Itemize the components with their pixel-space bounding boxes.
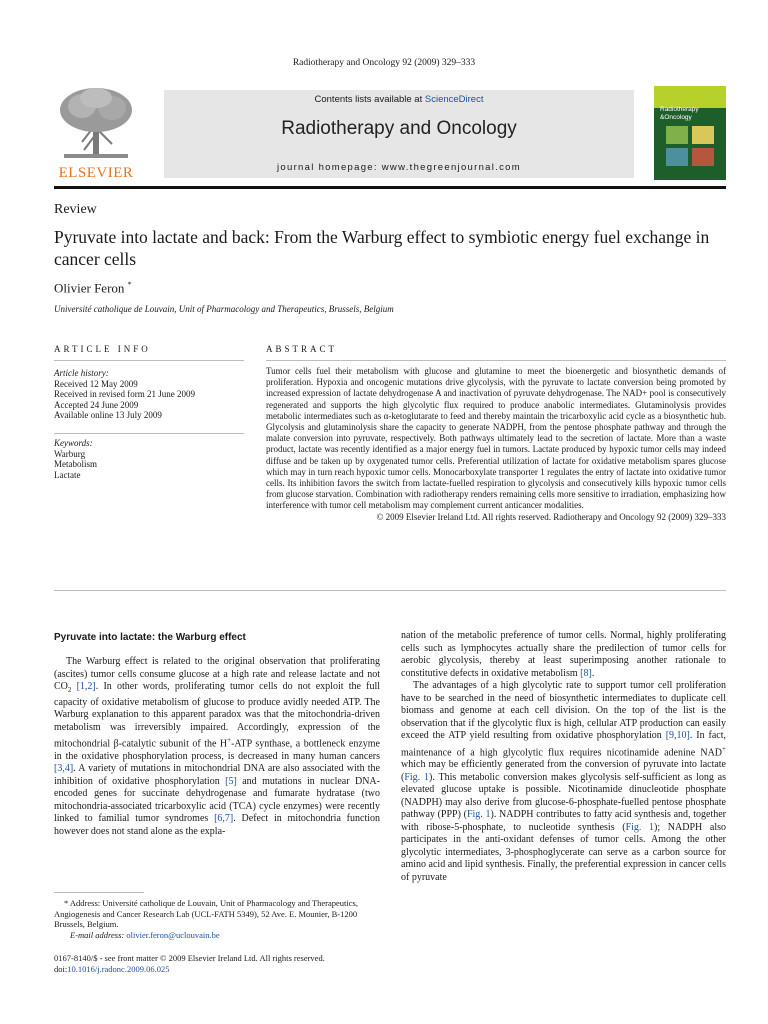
citation-link[interactable]: [5] [225,775,237,787]
abstract-copyright: © 2009 Elsevier Ireland Ltd. All rights reserved. Radiotherapy and Oncology 92 (2009) 329–333 [376,511,726,522]
citation-link[interactable]: [8] [580,667,592,679]
footnote-address [54,898,380,930]
publisher-name: ELSEVIER [58,165,134,181]
footnote-rule [54,892,144,893]
subscript: 2 [67,686,72,694]
abstract-rule [266,360,726,361]
elsevier-logo [54,84,138,182]
text-run: . A variety of mutations in mitochondrial DNA are also associated with the inhibition of oxidative phosphorylation [54,763,380,787]
contents-label: Contents lists available at [314,94,425,105]
doi-line [54,964,384,975]
citation-link[interactable]: [9,10] [665,730,690,741]
abstract-bottom-rule [54,590,726,591]
article-type: Review [54,202,97,217]
text-run: . In other words, proliferating tumor cells do not exploit the full capacity of oxidative metabolism of glucose to produce avidly needed ATP. The Warburg explanation to this apparent paradox was that the mitochondria-driven metabolism was irreversibly impaired. Accordingly, expression of the mitochondrial β-catalytic subunit of the H [54,681,380,750]
author-name-text: Olivier Feron [54,280,125,296]
history-item: Accepted 24 June 2009 [54,399,139,410]
journal-title: Radiotherapy and Oncology [281,118,517,139]
sciencedirect-link[interactable]: ScienceDirect [424,94,484,105]
author-name [54,280,132,296]
tree-logo-icon [54,84,138,162]
figure-link[interactable]: Fig. 1 [404,771,430,783]
cover-title-line-1: Radiotherapy [660,106,699,113]
cover-image-grid-icon [666,126,714,166]
text-run: ). NADPH contributes to fatty acid synthesis and, together with ribose-5-phosphate, to nucleotide synthesis ( [401,809,726,833]
text-run: nation of the metabolic preference of tumor cells. Normal, highly proliferating cells such as lymphocytes actually share the predilection of tumor cells for aerobic glycolysis, thereby at least superimposing another rationale to constitutive defects in oxidative metabolism [401,630,726,679]
text-run: ); NADPH also participates in the anti-oxidant defenses of tumor cells. Among the other glycolytic intermediates, 3-phosphoglycerate can serve as a carbon source for amino acid and lipid synthesis. Finally, the preferential expression in cancer cells of pyruvate [401,821,726,883]
body-paragraph [54,656,380,838]
cover-title-line-2: &Oncology [660,114,692,121]
journal-cover-thumbnail [654,86,726,180]
keyword: Metabolism [54,459,97,469]
keyword: Lactate [54,469,81,480]
footnote-mark: * [64,898,69,908]
masthead-rule [54,186,726,189]
text-run: The advantages of a high glycolytic rate to support tumor cell proliferation have to be searched in the need of biosynthetic intermediates to duplicate cell biomass and genome at each cell division. On the top of the list is the observation that if the glycolytic flux is high, cellular ATP production can easily exceed the ATP yield resulting from oxidative phosphorylation [401,680,726,741]
text-run: -ATP synthase, a bottleneck enzyme in the oxidative phosphorylation process, is decreased in many human cancers [54,738,380,762]
history-item: Available online 13 July 2009 [54,410,162,420]
author-footnote [54,898,380,940]
info-divider [54,433,244,434]
history-label: Article history: [54,368,109,378]
front-matter-line: 0167-8140/$ - see front matter © 2009 Elsevier Ireland Ltd. All rights reserved. [54,953,325,963]
text-run: ). This metabolic conversion makes glycolysis self-sufficient as long as elevated glucose uptake is possible. Nicotinamide dinucleotide phosphate (NADPH) may also derive from glucose-6-phosphate-fuelled pentose phosphate pathway (PPP) ( [401,771,726,821]
email-link[interactable]: olivier.feron@uclouvain.be [126,929,220,940]
superscript: + [722,744,726,753]
text-run: and mutations in nuclear DNA-encoded genes for succinate dehydrogenase and fumarate hydratase (two mitochondria-associated tricarboxylic acid (TCA) cycle enzymes) were recently linked to familial tumor syndromes [54,775,380,825]
doi-link[interactable]: 10.1016/j.radonc.2009.06.025 [67,964,170,974]
cover-accent-band [654,86,726,108]
running-head: Radiotherapy and Oncology 92 (2009) 329–333 [292,58,476,68]
journal-banner [164,90,634,178]
body-paragraph [401,680,726,884]
journal-masthead [54,84,726,184]
keyword: Warburg [54,448,86,459]
history-item: Received 12 May 2009 [54,378,138,389]
body-paragraph [401,630,726,680]
text-run: The Warburg effect is related to the original observation that proliferating (ascites) tumor cells consume glucose at a high rate and release lactate and not CO [54,656,380,692]
section-heading: Pyruvate into lactate: the Warburg effect [54,632,246,643]
abstract-body [266,366,726,523]
citation-link[interactable]: [3,4] [54,763,74,775]
history-item: Received in revised form 21 June 2009 [54,389,195,399]
abstract-heading: ABSTRACT [266,344,338,354]
cover-title [660,106,722,122]
text-run: . In fact, maintenance of a high glycolytic flux requires nicotinamide adenine NAD [401,730,726,758]
keywords-label: Keywords: [54,438,93,448]
doi-prefix: doi: [54,964,68,974]
author-affiliation: Université catholique de Louvain, Unit of Pharmacology and Therapeutics, Brussels, Belgium [54,304,394,314]
issn-doi [54,953,384,975]
contents-line [164,94,634,105]
article-history [54,368,244,421]
body-column-left [54,656,380,838]
text-run: which may be efficiently generated from the conversion of pyruvate into lactate ( [401,759,726,783]
superscript: + [227,736,232,744]
footnote-email [54,930,380,941]
text-run: . [591,667,595,679]
email-label: E-mail address: [70,929,127,940]
author-footnote-mark[interactable]: * [127,280,132,289]
body-column-right [401,630,726,884]
abstract-text: Tumor cells fuel their metabolism with glucose and glutamine to meet the bioenergetic and biosynthetic demands of proliferation. Hypoxia and oncogenic mutations drive glycolysis, with the pyruvate to lactate conversion being promoted by increased expression of lactate dehydrogenase A and inactivation of pyruvate dehydrogenase. The NAD+ pool is consecutively regenerated and supports the high glycolytic flux required to produce anabolic intermediates. Glutaminolysis provides metabolic intermediates such as α-ketoglutarate to feed and thereby maintain the tricarboxylic acid cycle as a biosynthetic hub. Glycolysis and glutaminolysis share the capacity to generate NADPH, from the pentose phosphate pathway and through the malate conversion into pyruvate, respectively. Both pathways ultimately lead to the secretion of lactate. More than a waste product, lactate was recently identified as a major energy fuel in tumors. Lactate produced by hypoxic tumor cells may indeed diffuse and be taken up by oxygenated tumor cells. Preferential utilization of lactate for oxidative metabolism spares glucose which may in turn reach hypoxic tumor cells. Monocarboxylate transporter 1 regulates the entry of lactate into oxidative tumor cells. Its inhibition favors the switch from lactate-fuelled respiration to glycolysis and consecutively kills hypoxic tumor cells from glucose starvation. Combination with radiotherapy renders remaining cells more sensitive to irradiation, emphasizing how interference with tumor cell metabolism may complement current anticancer modalities. [266,366,726,511]
journal-homepage-link[interactable]: journal homepage: www.thegreenjournal.com [277,162,521,173]
footnote-address-text: Address: Université catholique de Louvain, Unit of Pharmacology and Therapeutics, Angiogenesis and Cancer Research Lab (UCL-FATH 5349), 52 Ave. E. Mounier, B-1200 Brussels, Belgium. [54,898,358,929]
figure-link[interactable]: Fig. 1 [466,809,491,821]
article-title: Pyruvate into lactate and back: From the Warburg effect to symbiotic energy fuel exchange in cancer cells [54,227,710,269]
citation-link[interactable]: [6,7] [214,813,234,825]
article-info-heading: ARTICLE INFO [54,344,151,354]
keywords [54,438,244,480]
figure-link[interactable]: Fig. 1 [625,821,655,833]
text-run: . Defect in mitochondria function however does not stand alone as the expla- [54,813,380,837]
article-info-rule [54,360,244,361]
citation-link[interactable]: [1,2] [76,681,96,692]
